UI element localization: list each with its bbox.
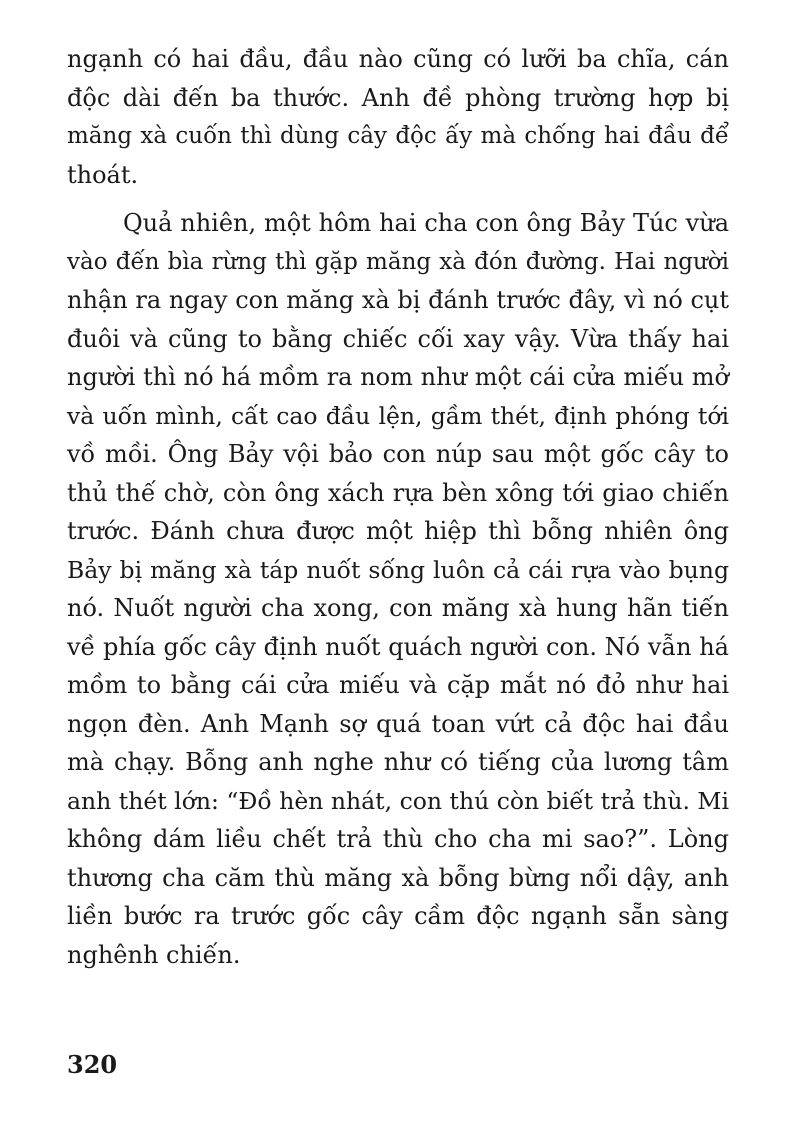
text-line: vào đến bìa rừng thì gặp măng xà đón đường. Hai người bbox=[67, 248, 729, 275]
text-line: độc dài đến ba thước. Anh đề phòng trường hợp bị bbox=[67, 83, 729, 112]
body-text bbox=[67, 40, 729, 974]
text-line: mồm to bằng cái cửa miếu và cặp mắt nó đỏ như hai bbox=[67, 671, 729, 699]
text-line: nhận ra ngay con măng xà bị đánh trước đây, vì nó cụt bbox=[67, 286, 729, 314]
text-line: ngọn đèn. Anh Mạnh sợ quá toan vứt cả độc hai đầu bbox=[67, 709, 729, 738]
text-line: về phía gốc cây định nuốt quách người con. Nó vẫn há bbox=[67, 632, 729, 661]
page-number: 320 bbox=[67, 1050, 118, 1079]
text-line: nó. Nuốt người cha xong, con măng xà hung hãn tiến bbox=[67, 594, 729, 622]
text-line: đuôi và cũng to bằng chiếc cối xay vậy. Vừa thấy hai bbox=[67, 324, 729, 353]
text-line: thủ thế chờ, còn ông xách rựa bèn xông tới giao chiến bbox=[67, 478, 729, 507]
text-line: mà chạy. Bỗng anh nghe như có tiếng của lương tâm bbox=[67, 748, 729, 776]
text-line: thương cha căm thù măng xà bỗng bừng nổi dậy, anh bbox=[67, 863, 729, 892]
text-line: măng xà cuốn thì dùng cây độc ấy mà chống hai đầu để bbox=[67, 123, 729, 149]
paragraph-spacing bbox=[67, 194, 729, 204]
text-line: không dám liều chết trả thù cho cha mi sao?”. Lòng bbox=[67, 825, 729, 853]
text-line: vồ mồi. Ông Bảy vội bảo con núp sau một gốc cây to bbox=[67, 440, 729, 468]
text-line: trước. Đánh chưa được một hiệp thì bỗng nhiên ông bbox=[67, 517, 729, 545]
text-line: liền bước ra trước gốc cây cầm độc ngạnh sẵn sàng bbox=[67, 902, 729, 930]
text-line: Quả nhiên, một hôm hai cha con ông Bảy Túc vừa bbox=[123, 209, 729, 237]
text-line: người thì nó há mồm ra nom như một cái cửa miếu mở bbox=[67, 363, 729, 391]
text-line: ngạnh có hai đầu, đầu nào cũng có lưỡi ba chĩa, cán bbox=[67, 45, 729, 73]
text-line: và uốn mình, cất cao đầu lện, gầm thét, định phóng tới bbox=[67, 401, 729, 430]
text-line: anh thét lớn: “Đồ hèn nhát, con thú còn biết trả thù. Mi bbox=[67, 786, 729, 815]
text-line: thoát. bbox=[67, 160, 139, 189]
text-line: nghênh chiến. bbox=[67, 940, 241, 969]
text-line: Bảy bị măng xà táp nuốt sống luôn cả cái rựa vào bụng bbox=[67, 555, 729, 584]
